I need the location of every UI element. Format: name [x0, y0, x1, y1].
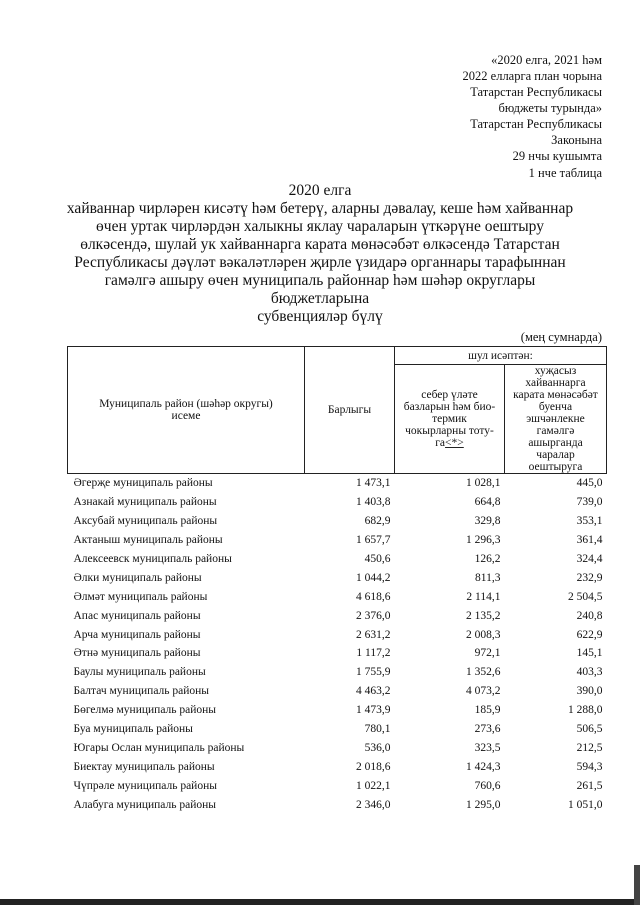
approval-line: Татарстан Республикасы	[470, 85, 602, 99]
title-line: өлкәсендә, шулай ук хайваннарга карата мөнәсәбәт өлкәсендә Татарстан	[80, 236, 560, 253]
approval-line: «2020 елга, 2021 һәм	[491, 53, 602, 67]
column-header-burial-sites-text: себер үләте базларын һәм био-термик чокырларны тоту-	[403, 389, 496, 437]
cell-burial-sites: 1 352,6	[466, 666, 501, 679]
table-row	[68, 738, 607, 757]
column-header-including: шул исәптән:	[395, 347, 607, 365]
cell-burial-sites: 185,9	[474, 704, 501, 717]
scan-edge	[0, 899, 640, 905]
title-line: өчен уртак чирләрдән халыкны яклау чараларын үткәрүне оештыру	[96, 218, 544, 235]
cell-total: 1 755,9	[356, 666, 391, 679]
table-number: 1 нче таблица	[528, 166, 602, 180]
cell-burial-sites: 1 028,1	[466, 477, 501, 490]
cell-burial-sites: 2 114,1	[466, 590, 501, 603]
cell-stray-animals: 240,8	[576, 609, 603, 622]
cell-burial-sites: 1 295,0	[466, 798, 501, 811]
table-row	[68, 550, 607, 569]
cell-burial-sites: 2 008,3	[466, 628, 501, 641]
approval-line: Законына	[551, 133, 602, 147]
cell-stray-animals: 1 288,0	[568, 704, 603, 717]
cell-stray-animals: 622,9	[576, 628, 603, 641]
cell-stray-animals: 594,3	[576, 760, 603, 773]
cell-total: 536,0	[364, 741, 391, 754]
table-row	[68, 512, 607, 531]
table-row	[68, 644, 607, 663]
table-row	[68, 568, 607, 587]
table-row	[68, 606, 607, 625]
table-row	[68, 663, 607, 682]
cell-stray-animals: 1 051,0	[568, 798, 603, 811]
column-header-burial-sites	[395, 365, 505, 474]
cell-burial-sites: 664,8	[474, 496, 501, 509]
title-line: бюджетларына	[270, 290, 370, 307]
cell-district-name: Буа муниципаль районы	[73, 723, 193, 736]
title-line: хайваннар чирләрен кисәтү һәм бетерү, аларны дәвалау, кеше һәм хайваннар	[66, 200, 574, 217]
cell-total: 1 044,2	[356, 571, 391, 584]
cell-stray-animals: 353,1	[576, 515, 603, 528]
cell-district-name: Баулы муниципаль районы	[73, 666, 206, 679]
footnote-link[interactable]: <*>	[445, 437, 464, 449]
cell-burial-sites: 811,3	[475, 571, 501, 584]
cell-stray-animals: 145,1	[576, 647, 603, 660]
cell-burial-sites: 126,2	[474, 553, 501, 565]
cell-total: 4 463,2	[356, 685, 391, 698]
cell-stray-animals: 445,0	[576, 477, 603, 490]
cell-district-name: Арча муниципаль районы	[73, 628, 201, 641]
approval-line: Татарстан Республикасы	[470, 117, 602, 131]
cell-district-name: Чүпрәле муниципаль районы	[73, 779, 217, 792]
document-title	[60, 182, 580, 326]
table-body	[68, 474, 607, 815]
cell-district-name: Алексеевск муниципаль районы	[73, 553, 232, 565]
cell-burial-sites: 273,6	[474, 723, 501, 736]
cell-district-name: Аксубай муниципаль районы	[73, 515, 218, 528]
cell-burial-sites: 329,8	[474, 515, 501, 528]
cell-district-name: Биектау муниципаль районы	[73, 760, 215, 773]
cell-district-name: Әгерҗе муниципаль районы	[73, 477, 213, 490]
cell-burial-sites: 1 424,3	[466, 760, 501, 773]
cell-burial-sites: 972,1	[474, 647, 501, 660]
title-line: субвенцияләр бүлү	[257, 308, 383, 325]
cell-total: 1 657,7	[356, 534, 391, 547]
cell-total: 1 117,2	[356, 647, 391, 660]
table-row	[68, 493, 607, 512]
approval-block	[463, 52, 602, 164]
cell-district-name: Әлки муниципаль районы	[73, 571, 202, 584]
column-header-stray-animals: хуҗасыз хайваннарга карата мөнәсәбәт буенча эшчәнлекне гамәлгә ашырганда чаралар оештыруга	[505, 365, 607, 474]
approval-line: бюджеты турында»	[498, 101, 602, 115]
cell-total: 1 403,8	[356, 496, 391, 509]
cell-district-name: Актаныш муниципаль районы	[73, 534, 223, 547]
column-header-name: Муниципаль район (шәһәр округы) исеме	[68, 347, 305, 474]
cell-district-name: Бөгелмә муниципаль районы	[73, 704, 217, 717]
approval-line: 2022 елларга план чорына	[462, 69, 602, 83]
title-line: гамәлгә ашыру өчен муниципаль районнар һәм шәһәр округлары	[104, 272, 536, 289]
cell-total: 1 473,1	[356, 477, 391, 490]
table-row	[68, 587, 607, 606]
table-row	[68, 795, 607, 814]
units-note: (мең сумнарда)	[520, 330, 602, 344]
cell-district-name: Әлмәт муниципаль районы	[73, 590, 208, 603]
cell-burial-sites: 760,6	[474, 779, 501, 792]
cell-total: 1 022,1	[356, 779, 391, 792]
scan-edge-corner	[634, 865, 640, 905]
cell-total: 780,1	[364, 723, 391, 736]
cell-stray-animals: 261,5	[576, 779, 603, 792]
cell-total: 2 018,6	[356, 760, 391, 773]
table-row	[68, 720, 607, 739]
column-header-total: Барлыгы	[305, 347, 395, 474]
cell-stray-animals: 2 504,5	[568, 590, 603, 603]
cell-burial-sites: 323,5	[474, 741, 501, 754]
table-row	[68, 757, 607, 776]
subvention-table	[67, 346, 607, 814]
table-row	[68, 531, 607, 550]
title-line: 2020 елга	[288, 182, 352, 199]
cell-stray-animals: 361,4	[576, 534, 603, 547]
cell-burial-sites: 4 073,2	[466, 685, 501, 698]
title-line: Республикасы дәүләт вәкаләтләрен җирле үзидарә органнары тарафыннан	[74, 254, 566, 271]
table-row	[68, 625, 607, 644]
cell-stray-animals: 506,5	[576, 723, 603, 736]
cell-total: 2 631,2	[356, 628, 391, 641]
approval-line: 29 нчы кушымта	[512, 149, 602, 163]
cell-stray-animals: 739,0	[576, 496, 603, 509]
cell-stray-animals: 390,0	[576, 685, 603, 698]
cell-total: 682,9	[364, 515, 391, 528]
cell-stray-animals: 232,9	[576, 571, 603, 584]
cell-stray-animals: 212,5	[576, 741, 603, 754]
cell-stray-animals: 403,3	[576, 666, 603, 679]
cell-stray-animals: 324,4	[576, 553, 603, 565]
cell-burial-sites: 2 135,2	[466, 609, 501, 622]
cell-district-name: Азнакай муниципаль районы	[73, 496, 217, 509]
cell-district-name: Апас муниципаль районы	[73, 609, 201, 622]
cell-district-name: Балтач муниципаль районы	[73, 685, 210, 698]
cell-total: 2 346,0	[356, 798, 391, 811]
table-row	[68, 474, 607, 493]
cell-total: 2 376,0	[356, 609, 391, 622]
cell-district-name: Югары Ослан муниципаль районы	[73, 741, 245, 754]
cell-burial-sites: 1 296,3	[466, 534, 501, 547]
table-row	[68, 701, 607, 720]
cell-district-name: Алабуга муниципаль районы	[73, 798, 217, 811]
cell-total: 4 618,6	[356, 590, 391, 603]
cell-district-name: Әтнә муниципаль районы	[73, 647, 201, 660]
cell-total: 450,6	[364, 553, 391, 565]
table-row	[68, 682, 607, 701]
column-header-burial-sites-tail: га	[435, 437, 446, 449]
table-row	[68, 776, 607, 795]
cell-total: 1 473,9	[356, 704, 391, 717]
